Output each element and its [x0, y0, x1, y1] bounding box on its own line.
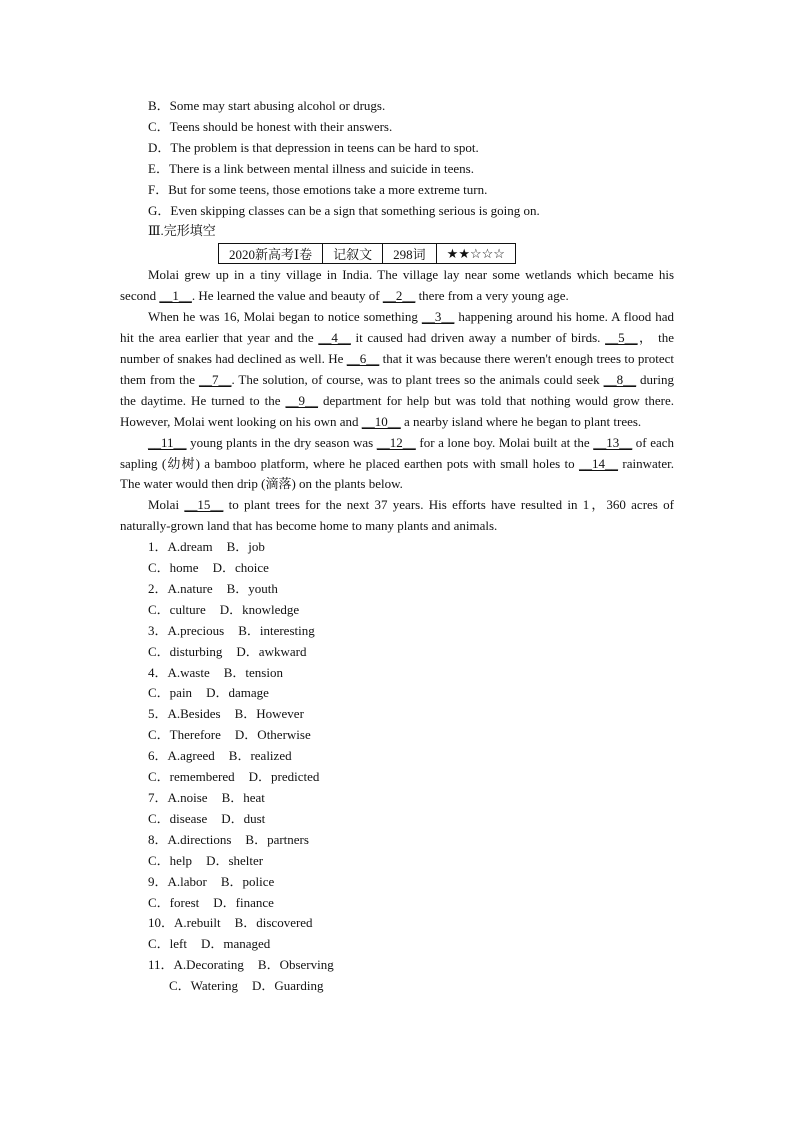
previous-options [120, 96, 674, 221]
blank-1: __1__ [159, 288, 192, 304]
blank-7: __7__ [198, 371, 232, 387]
question-2-line-2: C．culture D．knowledge [148, 601, 300, 617]
question-4-line-2: C．pain D．damage [148, 685, 269, 701]
blank-4: __4__ [318, 330, 351, 346]
passage-paragraph-3: __11__ young plants in the dry season was __12__ for a lone boy. Molai built at the __13__ of each sapling (幼树) a bamboo platform, where he placed earthen pots with small holes to __14__ rainwater. The water would then drip (滴落) on the plants below. [120, 434, 674, 492]
passage-paragraph-2: When he was 16, Molai began to notice something __3__ happening around his home. A flood had hit the area earlier that year and the __4__ it caused had driven away a number of birds. __5__， the number of snakes had declined as well. He __6__ that it was because there weren't enough trees to protect them from the __7__. The solution, of course, was to plant trees so the animals could seek __8__ during the daytime. He turned to the __9__ department for help but was told that nothing would grow there. However, Molai went looking on his own and __10__ a nearby island where he began to plant trees. [120, 309, 675, 429]
genre-cell: 记叙文 [323, 244, 383, 264]
question-3-line-2: C．disturbing D．awkward [148, 643, 307, 659]
passage-paragraph-1: Molai grew up in a tiny village in India. The village lay near some wetlands which became his second __1__. He learned the value and beauty of __2__ there from a very young age. [120, 267, 674, 304]
question-9-line-1: 9．A.labor B．police [148, 873, 275, 889]
option-f: F．But for some teens, those emotions take a more extreme turn. [148, 181, 488, 197]
word-count-cell: 298词 [383, 244, 437, 264]
question-7-line-2: C．disease D．dust [148, 810, 266, 826]
blank-8: __8__ [603, 371, 637, 387]
question-10-line-1: 10．A.rebuilt B．discovered [148, 915, 313, 931]
document-page [120, 96, 674, 997]
question-4-line-1: 4．A.waste B．tension [148, 664, 283, 680]
question-5-line-2: C．Therefore D．Otherwise [148, 727, 311, 743]
blank-12: __12__ [376, 434, 416, 450]
question-9-line-2: C．forest D．finance [148, 894, 274, 910]
passage-paragraph-4: Molai __15__ to plant trees for the next 37 years. His efforts have resulted in 1，360 acres of naturally-grown land that has become home to many plants and animals. [120, 497, 674, 534]
blank-2: __2__ [382, 288, 416, 304]
question-10-line-2: C．left D．managed [148, 936, 271, 952]
blank-3: __3__ [421, 309, 455, 325]
question-6-line-1: 6．A.agreed B．realized [148, 748, 292, 764]
option-d: D．The problem is that depression in teens can be hard to spot. [148, 139, 479, 155]
difficulty-stars-cell: ★★☆☆☆ [436, 244, 515, 264]
blank-11: __11__ [148, 434, 187, 450]
question-1-line-1: 1．A.dream B．job [148, 539, 265, 555]
blank-9: __9__ [285, 392, 319, 408]
question-8-line-2: C．help D．shelter [148, 852, 264, 868]
question-6-line-2: C．remembered D．predicted [148, 769, 320, 785]
option-g: G．Even skipping classes can be a sign that something serious is going on. [148, 202, 540, 218]
question-11-line-1: 11．A.Decorating B．Observing [148, 957, 334, 973]
blank-14: __14__ [579, 455, 619, 471]
question-7-line-1: 7．A.noise B．heat [148, 790, 265, 805]
question-5-line-1: 5．A.Besides B．However [148, 706, 304, 722]
blank-15: __15__ [184, 497, 224, 513]
question-2-line-1: 2．A.nature B．youth [148, 580, 278, 596]
passage-info-table [218, 243, 516, 264]
section-title: Ⅲ.完形填空 [148, 223, 216, 239]
exam-source-cell: 2020新高考Ⅰ卷 [219, 244, 323, 264]
option-e: E．There is a link between mental illness and suicide in teens. [148, 160, 474, 176]
blank-5: __5__ [605, 330, 638, 346]
option-c: C．Teens should be honest with their answers. [148, 118, 393, 134]
blank-13: __13__ [593, 434, 633, 450]
question-11-line-2: C．Watering D．Guarding [169, 978, 324, 994]
blank-6: __6__ [346, 350, 380, 366]
question-1-line-2: C．home D．choice [148, 560, 269, 576]
question-8-line-1: 8．A.directions B．partners [148, 831, 309, 847]
question-list [120, 537, 674, 997]
option-b: B．Some may start abusing alcohol or drugs. [148, 98, 386, 113]
question-3-line-1: 3．A.precious B．interesting [148, 622, 315, 638]
blank-10: __10__ [361, 413, 401, 429]
